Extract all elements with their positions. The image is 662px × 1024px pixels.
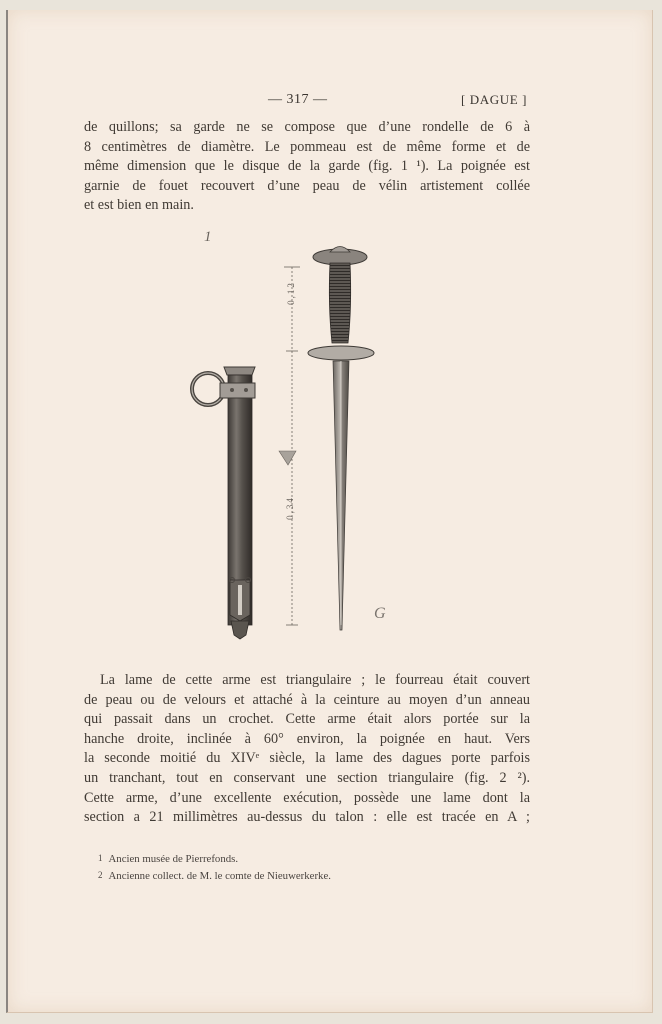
text-line: de quillons; sa garde ne se compose que d’une rondelle de 6 à <box>84 119 530 135</box>
text-line: garnie de fouet recouvert d’une peau de vélin artistement collée <box>84 177 530 194</box>
grip <box>329 263 350 343</box>
text-line: hanche droite, inclinée à 60° environ, la poignée en haut. Vers <box>84 730 530 747</box>
footnote-number: 2 <box>98 870 103 880</box>
text-line: section a 21 millimètres au-dessus du talon : elle est tracée en A ; <box>84 809 530 826</box>
text-line: la seconde moitié du XIVᵉ siècle, la lame des dagues porte parfois <box>84 750 530 767</box>
footnote-text: Ancien musée de Pierrefonds. <box>108 853 239 865</box>
text-line: même dimension que le disque de la garde (fig. 1 ¹). La poignée est <box>84 158 530 175</box>
dagger-illustration <box>180 225 420 655</box>
dimension-label-lower: 0,34 <box>284 496 295 520</box>
footnote-text: Ancienne collect. de M. le comte de Nieuwerkerke. <box>108 870 331 882</box>
scabbard <box>192 367 255 639</box>
dimension-lines <box>284 267 300 625</box>
footnote <box>98 850 331 867</box>
text-line: La lame de cette arme est triangulaire ; le fourreau était couvert <box>100 672 530 688</box>
text-line: et est bien en main. <box>84 197 194 214</box>
text-line: de peau ou de velours et attaché à la ceinture au moyen d’un anneau <box>84 691 530 708</box>
dagger <box>308 247 374 631</box>
paragraph-1 <box>84 118 530 216</box>
guard-disc <box>308 346 374 360</box>
text-line: qui passait dans un crochet. Cette arme était alors portée sur la <box>84 711 530 728</box>
figure-dagger <box>180 225 420 655</box>
footnotes <box>98 850 331 884</box>
paragraph-2 <box>84 671 530 828</box>
text-line: 8 centimètres de diamètre. Le pommeau est de même forme et de <box>84 138 530 155</box>
footnote <box>98 867 331 884</box>
footnote-number: 1 <box>98 853 103 863</box>
dimension-label-upper: 0,12 <box>285 281 296 305</box>
running-head <box>0 92 662 108</box>
section-tag: [ DAGUE ] <box>461 92 528 107</box>
page-number: — 317 — <box>268 92 328 107</box>
text-line: un tranchant, tout en conservant une section triangulaire (fig. 2 ²). <box>84 769 530 786</box>
section-marker-triangle <box>279 451 296 465</box>
figure-number: 1 <box>204 229 212 245</box>
scabbard-locket <box>220 383 255 398</box>
engraver-signature: G <box>374 605 386 622</box>
text-line: Cette arme, d’une excellente exécution, possède une lame dont la <box>84 789 530 806</box>
